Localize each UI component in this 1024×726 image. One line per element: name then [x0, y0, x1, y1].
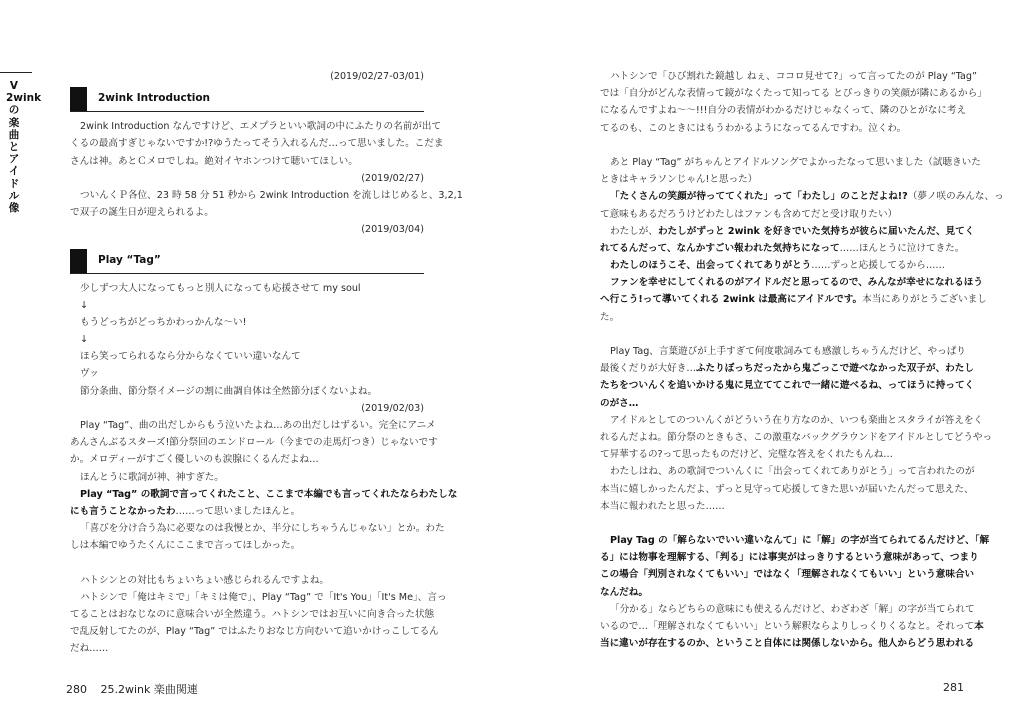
paragraph-line: になるんですよね～～!!!自分の表情がわかるだけじゃなくって、隣のひとがなに考え: [600, 105, 967, 117]
emphasis-text: ふたりぼっちだったから鬼ごっこで遊べなかった双子が、わたし: [695, 363, 974, 375]
paragraph-line: ついんくＰ各位、23 時 58 分 51 秒から 2wink Introduction を流しはじめると、3,2,1: [80, 189, 463, 201]
paragraph-line: て昇華するの?って思ったものだけど、完璧な答えをくれたもんね…: [600, 449, 893, 461]
paragraph-line: くるの最高すぎじゃないですか!?ゆうたってそう入れるんだ…って思いました。こだま: [70, 138, 444, 150]
paragraph-line: てるのも、このときにはもうわかるようになってるんですわ。泣くわ。: [600, 122, 907, 134]
emphasis-text: 他人からどう思われる: [878, 638, 975, 650]
emphasis-line: る」には物事を理解する、「判る」には事実がはっきりするという意味があって、つまり: [600, 552, 979, 564]
paragraph-line: た。: [600, 311, 620, 323]
emphasis-text: 「たくさんの笑顔が待っててくれた」って「わたし」のことだよね!?: [610, 191, 908, 203]
left-footer: [66, 681, 198, 697]
lyric-line: ほら笑ってられるなら分からなくていい違いなんて: [80, 351, 301, 363]
plain-text: いるので…「理解されなくてもいい」という解釈ならよりしっくりくるなと。それって: [600, 621, 975, 632]
paragraph-line: れるんだよね。節分祭のときもさ、この激重なバックグラウンドをアイドルとしてどうやっ: [600, 431, 993, 443]
paragraph-line: では「自分がどんな表情って鏡がなくたって知ってる とびっきりの笑顔が隣にあるから」: [600, 88, 987, 100]
lyric-line: 少しずつ大人になってもっと別人になっても応援させて my soul: [80, 282, 361, 294]
paragraph-line: 節分条曲、節分祭イメージの割に曲調自体は全然節分ぽくないよね。: [80, 385, 378, 397]
plain-text: ……ほんとうに泣けてきた。: [839, 242, 965, 254]
plain-text: 最後くだりが大好き…: [600, 363, 696, 375]
paragraph-line: [70, 503, 424, 520]
paragraph-line: しは本編でゆうたくんにここまで言ってほしかった。: [70, 540, 301, 552]
section-heading-2wink-introduction: [70, 87, 424, 112]
emphasis-text: にも言うことなかったわ: [70, 505, 176, 517]
paragraph-line: ハトシンで「俺はキミで」「キミは俺で」、Play “Tag” で「It's You」「It's Me」、言っ: [80, 591, 447, 603]
paragraph-line: あんさんぶるスターズ!節分祭回のエンドロール（今までの走馬灯つき）じゃないです: [70, 437, 438, 449]
emphasis-text: 本: [974, 621, 984, 632]
emphasis-text: れてるんだって、なんかすごい報われた気持ちになって: [600, 242, 840, 254]
lyric-line: もうどっちがどっちかわっかんな～い!: [80, 316, 247, 328]
emphasis-line: Play Tag の「解らないでいい違いなんて」に「解」の字が当てられてるんだけど、「解: [610, 535, 990, 547]
paragraph-line: [600, 291, 987, 308]
paragraph-line: [600, 223, 975, 240]
right-footer: [943, 681, 964, 694]
left-page: [70, 68, 463, 658]
paragraph-line: [600, 618, 984, 635]
paragraph-line: ヴッ: [80, 368, 99, 380]
paragraph-line: [600, 257, 956, 274]
date-label: (2019/02/03): [361, 402, 424, 414]
running-chapter-title: 25.2wink 楽曲関連: [100, 683, 198, 696]
paragraph-line: で乱反射してたのが、Play “Tag” ではふたりおなじ方向むいて追いかけっこしてるん: [70, 626, 439, 638]
emphasis-line: この場合「判別されなくてもいい」ではなく「理解されなくてもいい」という意味合い: [600, 569, 975, 581]
emphasis-text: へ行こう!って導いてくれる 2wink は最高にアイドルです。: [600, 294, 863, 306]
date-label: (2019/03/04): [361, 224, 424, 236]
side-chapter-title: V 2wink の楽曲とアイドル像: [6, 80, 42, 215]
heading-bar: [70, 249, 87, 273]
emphasis-line: なんだね。: [600, 586, 648, 598]
emphasis-text: わたしがずっと 2wink を好きでいた気持ちが彼らに届いたんだ、見てく: [657, 225, 975, 237]
paragraph-line: わたしはね、あの歌詞でついんくに「出会ってくれてありがとう」って言われたのが: [610, 466, 975, 478]
arrow-down-icon: ↓: [80, 334, 89, 346]
date-label: (2019/02/27): [361, 172, 424, 184]
paragraph-line: 「分かる」ならどちらの意味にも使えるんだけど、わざわざ「解」の字が当てられて: [610, 603, 975, 615]
paragraph-line: だね……: [70, 643, 109, 655]
plain-text: ……って思いましたほんと。: [175, 505, 301, 517]
paragraph-line: [600, 240, 965, 257]
heading-bar: [70, 87, 87, 111]
paragraph-line: 本当に報われたと思った……: [600, 500, 725, 512]
paragraph-line: Play Tag、言葉遊びが上手すぎて何度歌詞みても感激しちゃうんだけど、やっぱり: [610, 346, 966, 357]
paragraph-line: ハトシンで「ひび割れた鏡越し ねぇ、ココロ見せて?」って言ってたのが Play “Tag”: [610, 71, 977, 82]
paragraph-line: [600, 188, 1004, 205]
paragraph-line: ほんとうに歌詞が神、神すぎた。: [80, 471, 224, 483]
plain-text: （夢ノ咲のみんな、っ: [907, 191, 1004, 203]
emphasis-line: のがさ…: [600, 397, 639, 409]
plain-text: わたしが、: [610, 225, 658, 237]
emphasis-line: ファンを幸せにしてくれるのがアイドルだと思ってるので、みんなが幸せになれるほう: [610, 277, 983, 289]
plain-text: ……ずっと応援してるから……: [811, 260, 946, 272]
paragraph-line: 「喜びを分け合う為に必要なのは我慢とか、半分にしちゃうんじゃない」とか。わた: [80, 523, 445, 535]
paragraph-line: Play “Tag”、曲の出だしからもう泣いたよね…あの出だしはずるい。完全にアニメ: [80, 420, 436, 431]
page-number: 281: [943, 681, 964, 694]
emphasis-text: わたしのほうこそ、出会ってくれてありがとう: [610, 260, 812, 272]
paragraph-line: さんは神。あとＣメロでしね。絶対イヤホンつけて聴いてほしい。: [70, 155, 358, 167]
paragraph-line: で双子の誕生日が迎えられるよ。: [70, 207, 214, 219]
paragraph-line: [600, 635, 975, 652]
paragraph-line: ときはキャラソンじゃん!と思った）: [600, 174, 758, 186]
paragraph-line: あと Play “Tag” がちゃんとアイドルソングでよかったなって思いました（試聴きいた: [610, 156, 981, 168]
side-tab-rule: [0, 72, 32, 73]
page-number: 280: [66, 683, 87, 696]
emphasis-text: 当に違いが存在するのか、ということ自体には関係しないから。: [600, 638, 879, 650]
paragraph-line: 本当に嬉しかったんだよ、ずっと見守って応援してきた思いが届いたんだって思えた、: [600, 483, 974, 495]
paragraph-line: て意味もあるだろうけどわたしはファンも含めてだと受け取りたい）: [600, 208, 898, 220]
arrow-down-icon: ↓: [80, 299, 89, 311]
right-page: [600, 68, 1004, 652]
date-label: (2019/02/27-03/01): [330, 71, 424, 82]
section-heading-play-tag: [70, 249, 424, 274]
paragraph-line: ハトシンとの対比もちょいちょい感じられるんですよね。: [80, 574, 330, 586]
paragraph-line: [600, 360, 974, 377]
paragraph-line: アイドルとしてのついんくがどういう在り方なのか、いつも楽曲とスタライが答えをく: [610, 414, 984, 426]
paragraph-line: てることはおなじなのに意味合いが全然違う。ハトシンではお互いに向き合った状態: [70, 609, 435, 621]
plain-text: 本当にありがとうございまし: [862, 294, 987, 306]
paragraph-line: か。メロディーがすごく優しいのも涙腺にくるんだよね…: [70, 454, 319, 466]
paragraph-line: 2wink Introduction なんですけど、エメプラといい歌詞の中にふたりの名前が出て: [80, 121, 442, 133]
emphasis-line: Play “Tag” の歌詞で言ってくれたこと、ここまで本編でも言ってくれたならわたしな: [80, 488, 458, 500]
section-heading-text: Play “Tag”: [98, 253, 161, 266]
section-heading-text: 2wink Introduction: [98, 92, 211, 105]
emphasis-line: たちをついんくを追いかける鬼に見立ててこれで一緒に遊べるね、ってほうに持ってく: [600, 380, 975, 392]
